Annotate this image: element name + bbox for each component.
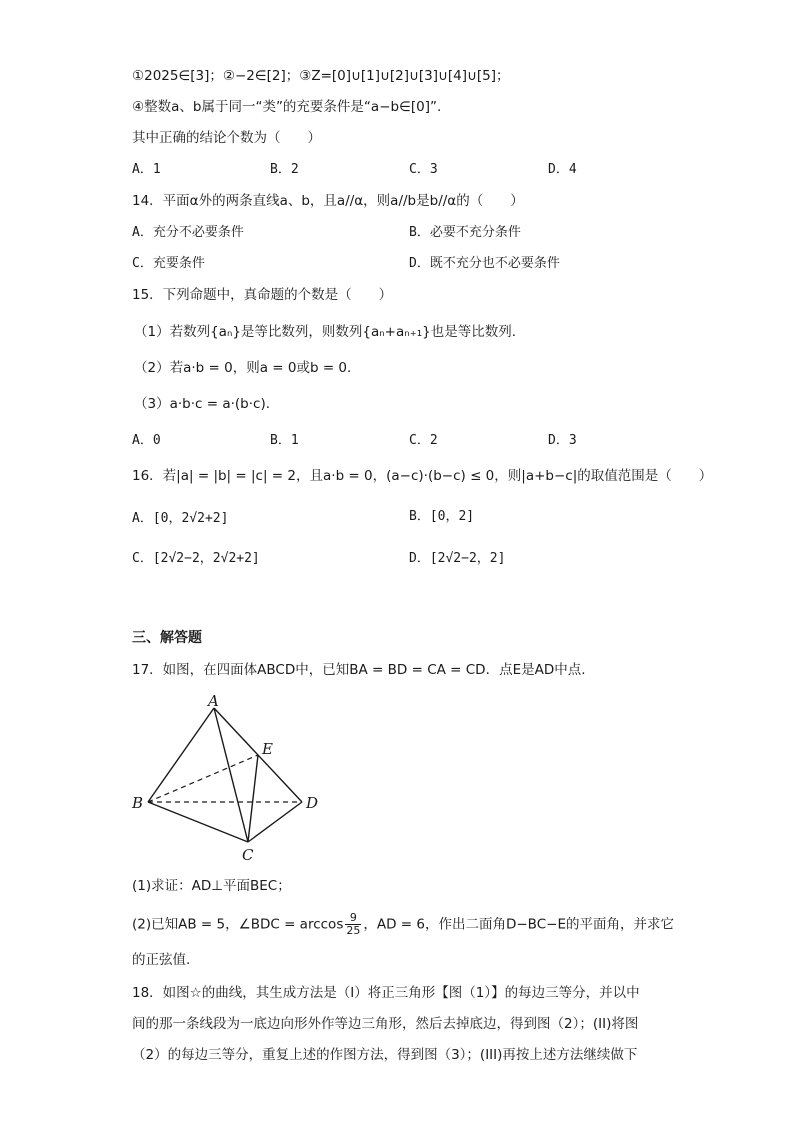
q13-option-b: B．2 xyxy=(270,162,299,177)
q16-option-b: B．[0，2] xyxy=(409,509,475,524)
q17-stem: 17．如图，在四面体ABCD中，已知BA = BD = CA = CD．点E是AD中点. xyxy=(132,662,586,678)
q15-option-d: D．3 xyxy=(548,433,577,448)
vertex-label-c: C xyxy=(242,846,254,862)
q17-part1: (1)求证：AD⊥平面BEC； xyxy=(132,878,291,894)
q13-statements-line1: ①2025∈[3]；②−2∈[2]；③Z=[0]∪[1]∪[2]∪[3]∪[4]∪[5]； xyxy=(132,68,510,84)
edge-ac xyxy=(214,708,248,842)
q13-option-a: A．1 xyxy=(132,162,161,177)
q14-option-a: A．充分不必要条件 xyxy=(132,225,244,240)
q14-option-c: C．充要条件 xyxy=(132,256,205,271)
vertex-label-a: A xyxy=(208,692,219,710)
q17-part2-continued: 的正弦值. xyxy=(132,952,191,968)
q17-part2-text-b: ，AD = 6，作出二面角D−BC−E的平面角，并求它 xyxy=(363,916,674,933)
q15-proposition-3: （3）a·b·c = a·(b·c). xyxy=(134,396,271,412)
tetrahedron-figure xyxy=(128,692,328,862)
q14-option-b: B．必要不充分条件 xyxy=(409,225,521,240)
section-title: 三、解答题 xyxy=(132,630,202,646)
q13-option-c: C．3 xyxy=(409,162,438,177)
q14-stem: 14．平面α外的两条直线a、b，且a//α，则a//b是b//α的（ ） xyxy=(132,193,524,209)
q13-statements-line2: ④整数a、b属于同一“类”的充要条件是“a−b∈[0]”. xyxy=(132,99,442,115)
q15-proposition-2: （2）若a·b = 0，则a = 0或b = 0. xyxy=(134,360,352,376)
q17-part2-text-a: (2)已知AB = 5，∠BDC = arccos xyxy=(132,916,344,933)
q16-stem: 16．若|a| = |b| = |c| = 2，且a·b = 0，(a−c)·(b−c) ≤ 0，则|a+b−c|的取值范围是（ ） xyxy=(132,468,713,484)
edge-bc xyxy=(148,802,248,842)
arccos-fraction xyxy=(345,912,361,937)
q15-stem: 15．下列命题中，真命题的个数是（ ） xyxy=(132,287,393,303)
q17-part2 xyxy=(132,912,674,937)
q13-question: 其中正确的结论个数为（ ） xyxy=(132,130,321,146)
fraction-numerator: 9 xyxy=(345,912,361,925)
q18-line3: （2）的每边三等分，重复上述的作图方法，得到图（3）；(III)再按上述方法继续做下 xyxy=(132,1047,638,1063)
q14-option-d: D．既不充分也不必要条件 xyxy=(409,256,560,271)
q18-line2: 间的那一条线段为一底边向形外作等边三角形，然后去掉底边，得到图（2）；(II)将图 xyxy=(132,1016,639,1032)
edge-ab xyxy=(148,708,214,802)
q18-line1: 18．如图☆的曲线，其生成方法是（I）将正三角形【图（1）】的每边三等分，并以中 xyxy=(132,985,640,1001)
q13-option-d: D．4 xyxy=(548,162,577,177)
q16-option-a: A．[0，2√2+2] xyxy=(132,511,229,526)
vertex-label-d: D xyxy=(306,794,319,812)
q15-option-a: A．0 xyxy=(132,433,161,448)
q15-proposition-1: （1）若数列{aₙ}是等比数列，则数列{aₙ+aₙ₊₁}也是等比数列. xyxy=(134,324,517,340)
q15-option-c: C．2 xyxy=(409,433,438,448)
fraction-denominator: 25 xyxy=(346,924,361,937)
q16-option-c: C．[2√2−2，2√2+2] xyxy=(132,551,260,566)
vertex-label-e: E xyxy=(262,740,273,758)
q15-option-b: B．1 xyxy=(270,433,299,448)
vertex-label-b: B xyxy=(132,794,144,812)
q16-option-d: D．[2√2−2，2] xyxy=(409,551,506,566)
edge-cd xyxy=(248,802,302,842)
edge-ce xyxy=(248,755,258,842)
